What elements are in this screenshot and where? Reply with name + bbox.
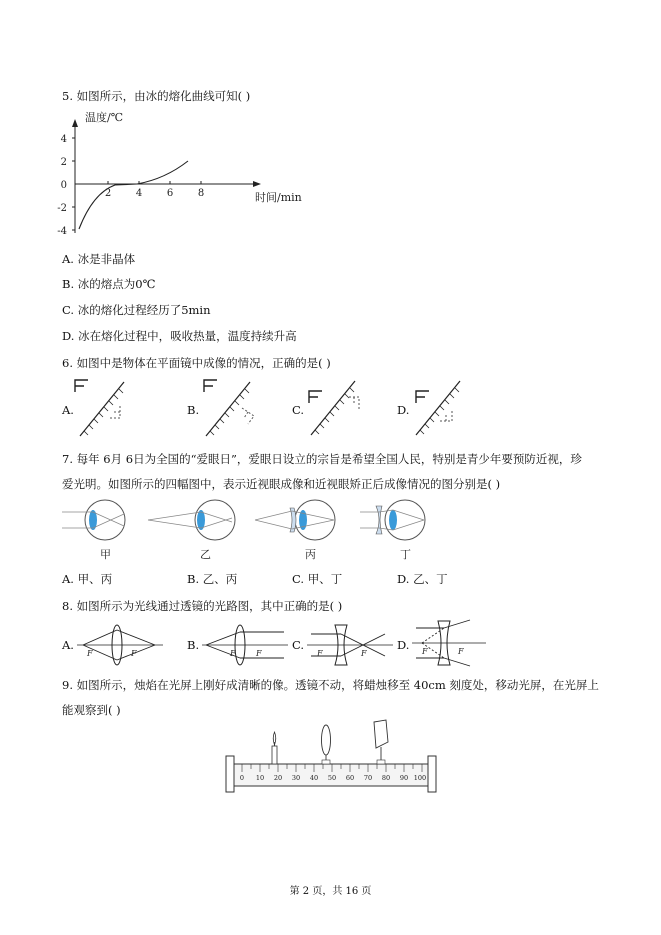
q5-option-c[interactable]: C. 冰的熔化过程经历了5min — [62, 303, 211, 317]
q6-option-a-label[interactable]: A. — [62, 403, 74, 417]
eye-diagram-jia — [62, 500, 125, 561]
optical-bench — [222, 718, 442, 798]
q7-option-b[interactable]: B. 乙、丙 — [187, 572, 238, 586]
q6-option-b-label[interactable]: B. — [187, 403, 200, 417]
q5-option-d[interactable]: D. 冰在熔化过程中，吸收热量，温度持续升高 — [62, 329, 297, 343]
ruler-label-10: 10 — [255, 774, 265, 782]
ytick-2: 2 — [60, 157, 67, 168]
focus-label-a2: F — [131, 649, 137, 658]
q9-stem-line2: 能观察到( ) — [62, 703, 121, 717]
q8-option-b-label[interactable]: B. — [187, 638, 200, 652]
focus-label-b1: F — [230, 649, 236, 658]
q7-stem-line1: 7. 每年 6月 6日为全国的“爱眼日”，爱眼日设立的宗旨是希望全国人民，特别是青少年要预防近视，珍 — [62, 452, 582, 466]
caption-ding: 丁 — [400, 548, 411, 561]
ruler-label-90: 90 — [399, 774, 409, 782]
q6-option-d-label[interactable]: D. — [397, 403, 410, 417]
caption-bing: 丙 — [305, 548, 316, 561]
q6-stem: 6. 如图中是物体在平面镜中成像的情况，正确的是( ) — [62, 356, 331, 370]
ruler-label-100: 100 — [413, 774, 427, 782]
melting-curve-graph — [55, 105, 325, 245]
q6-mirror-b — [198, 378, 278, 440]
eye-diagram-yi — [148, 500, 235, 561]
eye-diagram-bing — [255, 500, 335, 561]
focus-label-c2: F — [361, 649, 367, 658]
y-axis-label: 温度/℃ — [85, 111, 124, 124]
q5-stem: 5. 如图所示，由冰的熔化曲线可知( ) — [62, 89, 251, 103]
y-axis-arrow — [72, 119, 78, 127]
q8-option-c-label[interactable]: C. — [292, 638, 305, 652]
q6-option-c-label[interactable]: C. — [292, 403, 305, 417]
xtick-6: 6 — [166, 188, 174, 199]
q9-stem-line1: 9. 如图所示，烛焰在光屏上刚好成清晰的像。透镜不动，将蜡烛移至 40cm 刻度处，移动光屏，在光屏上 — [62, 678, 599, 692]
q7-stem-line2: 爱光明。如图所示的四幅图中，表示近视眼成像和近视眼矫正后成像情况的图分别是( ) — [62, 477, 501, 491]
light-screen — [374, 720, 388, 764]
q6-mirror-c — [303, 375, 383, 437]
q5-option-a[interactable]: A. 冰是非晶体 — [62, 252, 136, 266]
ruler-label-40: 40 — [309, 774, 319, 782]
x-axis-label: 时间/min — [255, 191, 302, 204]
ytick-0: 0 — [60, 180, 67, 191]
caption-jia: 甲 — [100, 548, 111, 561]
q8-option-a-label[interactable]: A. — [62, 638, 74, 652]
caption-yi: 乙 — [200, 548, 211, 561]
q7-option-c[interactable]: C. 甲、丁 — [292, 572, 343, 586]
focus-label-d2: F — [458, 647, 464, 656]
ytick-neg2: -2 — [57, 203, 67, 214]
focus-label-a1: F — [87, 649, 93, 658]
focus-label-b2: F — [256, 649, 262, 658]
q5-option-b[interactable]: B. 冰的熔点为0℃ — [62, 277, 156, 291]
q8-concave-lens-c — [305, 622, 395, 668]
candle — [272, 732, 277, 764]
q6-mirror-a — [72, 378, 152, 440]
convex-lens — [322, 725, 331, 764]
ruler-label-0: 0 — [239, 774, 245, 782]
focus-label-c1: F — [317, 649, 323, 658]
x-axis-arrow — [253, 181, 261, 187]
q7-eye-diagrams — [60, 498, 460, 568]
q7-option-d[interactable]: D. 乙、丁 — [397, 572, 448, 586]
q8-convex-lens-a — [75, 622, 165, 668]
xtick-4: 4 — [135, 188, 143, 199]
q8-convex-lens-b — [200, 622, 290, 668]
focus-label-d1: F — [422, 647, 428, 656]
q6-mirror-d — [410, 375, 490, 437]
q7-option-a[interactable]: A. 甲、丙 — [62, 572, 113, 586]
q8-concave-lens-d — [410, 618, 490, 668]
q8-option-d-label[interactable]: D. — [397, 638, 410, 652]
ruler-label-70: 70 — [363, 774, 373, 782]
ytick-neg4: -4 — [57, 226, 67, 237]
eye-diagram-ding — [360, 500, 425, 561]
ytick-4: 4 — [60, 134, 67, 145]
page-footer: 第 2 页，共 16 页 — [289, 886, 372, 897]
ruler-label-50: 50 — [327, 774, 337, 782]
ruler-label-60: 60 — [345, 774, 355, 782]
xtick-2: 2 — [104, 188, 112, 199]
q8-stem: 8. 如图所示为光线通过透镜的光路图，其中正确的是( ) — [62, 599, 343, 613]
ruler-label-20: 20 — [273, 774, 283, 782]
xtick-8: 8 — [197, 188, 205, 199]
ruler-label-80: 80 — [381, 774, 391, 782]
ruler-label-30: 30 — [291, 774, 301, 782]
